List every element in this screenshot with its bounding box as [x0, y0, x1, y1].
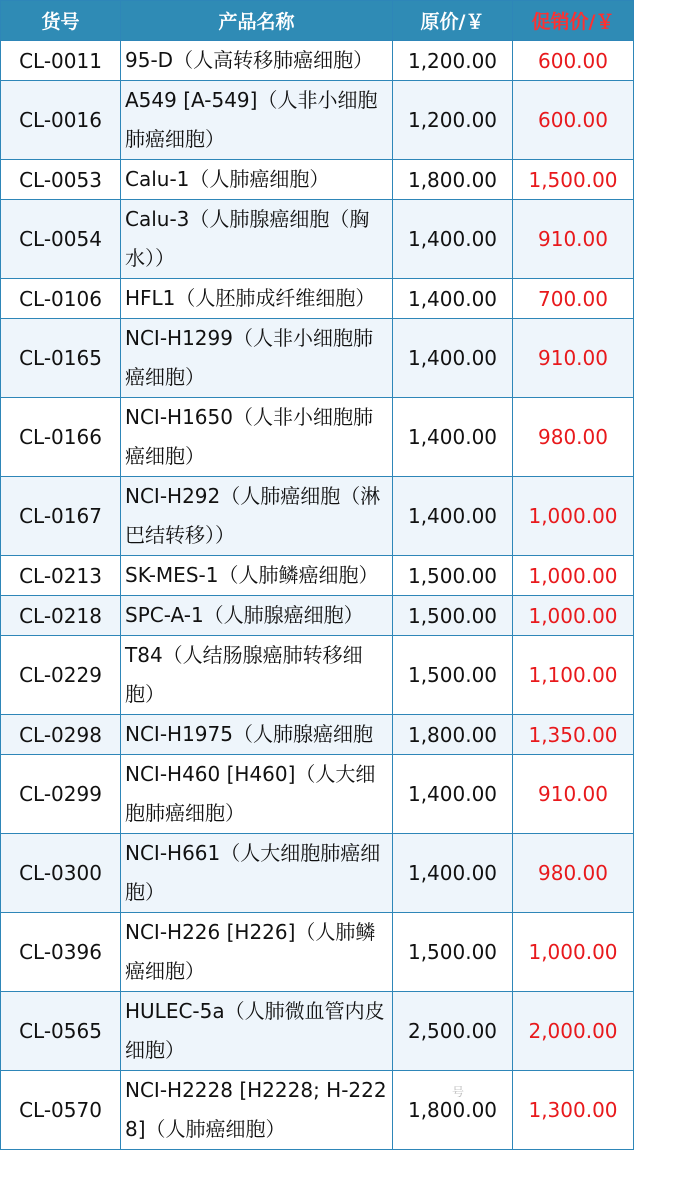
table-row	[1, 81, 634, 160]
table-row	[1, 834, 634, 913]
cell-product-name: HULEC-5a（人肺微血管内皮细胞）	[121, 992, 393, 1071]
cell-original-price: 1,400.00	[393, 200, 513, 279]
cell-original-price: 1,500.00	[393, 596, 513, 636]
cell-code: CL-0106	[1, 279, 121, 319]
cell-promo-price: 1,000.00	[513, 477, 634, 556]
cell-product-name: T84（人结肠腺癌肺转移细胞）	[121, 636, 393, 715]
table-row	[1, 398, 634, 477]
cell-code: CL-0166	[1, 398, 121, 477]
cell-product-name: NCI-H2228 [H2228; H-2228]（人肺癌细胞）	[121, 1071, 393, 1150]
cell-promo-price: 910.00	[513, 319, 634, 398]
cell-promo-price: 1,100.00	[513, 636, 634, 715]
cell-product-name: NCI-H226 [H226]（人肺鳞癌细胞）	[121, 913, 393, 992]
cell-code: CL-0054	[1, 200, 121, 279]
cell-promo-price: 910.00	[513, 755, 634, 834]
cell-promo-price: 600.00	[513, 41, 634, 81]
cell-original-price: 1,400.00	[393, 398, 513, 477]
table-row	[1, 160, 634, 200]
cell-code: CL-0298	[1, 715, 121, 755]
cell-code: CL-0165	[1, 319, 121, 398]
table-row	[1, 477, 634, 556]
cell-product-name: NCI-H661（人大细胞肺癌细胞）	[121, 834, 393, 913]
cell-original-price: 1,800.00	[393, 715, 513, 755]
cell-promo-price: 2,000.00	[513, 992, 634, 1071]
table-row	[1, 715, 634, 755]
table-row	[1, 556, 634, 596]
table-row	[1, 41, 634, 81]
cell-original-price: 1,400.00	[393, 477, 513, 556]
cell-original-price: 1,400.00	[393, 279, 513, 319]
cell-product-name: A549 [A-549]（人非小细胞肺癌细胞）	[121, 81, 393, 160]
cell-code: CL-0565	[1, 992, 121, 1071]
cell-promo-price: 700.00	[513, 279, 634, 319]
cell-promo-price: 1,300.00	[513, 1071, 634, 1150]
header-product-name: 产品名称	[121, 1, 393, 41]
cell-original-price: 1,500.00	[393, 556, 513, 596]
cell-original-price: 1,800.00	[393, 1071, 513, 1150]
cell-code: CL-0218	[1, 596, 121, 636]
cell-product-name: NCI-H1650（人非小细胞肺癌细胞）	[121, 398, 393, 477]
cell-original-price: 1,500.00	[393, 913, 513, 992]
cell-code: CL-0229	[1, 636, 121, 715]
watermark-text: 号	[452, 1085, 466, 1099]
cell-code: CL-0570	[1, 1071, 121, 1150]
cell-original-price: 1,800.00	[393, 160, 513, 200]
cell-code: CL-0396	[1, 913, 121, 992]
header-promo-price: 促销价/￥	[513, 1, 634, 41]
table-row	[1, 636, 634, 715]
cell-original-price: 1,400.00	[393, 319, 513, 398]
cell-code: CL-0016	[1, 81, 121, 160]
cell-promo-price: 1,000.00	[513, 913, 634, 992]
cell-original-price: 1,200.00	[393, 41, 513, 81]
cell-product-name: NCI-H460 [H460]（人大细胞肺癌细胞）	[121, 755, 393, 834]
cell-code: CL-0167	[1, 477, 121, 556]
table-row	[1, 913, 634, 992]
cell-original-price: 1,500.00	[393, 636, 513, 715]
header-original-price: 原价/￥	[393, 1, 513, 41]
table-row	[1, 755, 634, 834]
cell-product-name: HFL1（人胚肺成纤维细胞）	[121, 279, 393, 319]
header-code: 货号	[1, 1, 121, 41]
cell-promo-price: 980.00	[513, 834, 634, 913]
table-row	[1, 596, 634, 636]
cell-promo-price: 1,000.00	[513, 596, 634, 636]
cell-product-name: SK-MES-1（人肺鳞癌细胞）	[121, 556, 393, 596]
cell-product-name: SPC-A-1（人肺腺癌细胞）	[121, 596, 393, 636]
cell-product-name: Calu-3（人肺腺癌细胞（胸水））	[121, 200, 393, 279]
table-row	[1, 1071, 634, 1150]
cell-promo-price: 1,500.00	[513, 160, 634, 200]
cell-code: CL-0213	[1, 556, 121, 596]
table-row	[1, 279, 634, 319]
cell-promo-price: 980.00	[513, 398, 634, 477]
cell-product-name: NCI-H292（人肺癌细胞（淋巴结转移））	[121, 477, 393, 556]
cell-original-price: 1,400.00	[393, 834, 513, 913]
cell-original-price: 2,500.00	[393, 992, 513, 1071]
cell-original-price: 1,200.00	[393, 81, 513, 160]
cell-code: CL-0053	[1, 160, 121, 200]
cell-product-name: 95-D（人高转移肺癌细胞）	[121, 41, 393, 81]
cell-promo-price: 910.00	[513, 200, 634, 279]
cell-product-name: Calu-1（人肺癌细胞）	[121, 160, 393, 200]
table-row	[1, 200, 634, 279]
cell-code: CL-0299	[1, 755, 121, 834]
cell-promo-price: 1,000.00	[513, 556, 634, 596]
cell-promo-price: 600.00	[513, 81, 634, 160]
cell-product-name: NCI-H1975（人肺腺癌细胞	[121, 715, 393, 755]
table-header-row	[1, 1, 634, 41]
cell-code: CL-0300	[1, 834, 121, 913]
cell-product-name: NCI-H1299（人非小细胞肺癌细胞）	[121, 319, 393, 398]
table-row	[1, 992, 634, 1071]
table-row	[1, 319, 634, 398]
cell-original-price: 1,400.00	[393, 755, 513, 834]
cell-promo-price: 1,350.00	[513, 715, 634, 755]
cell-code: CL-0011	[1, 41, 121, 81]
